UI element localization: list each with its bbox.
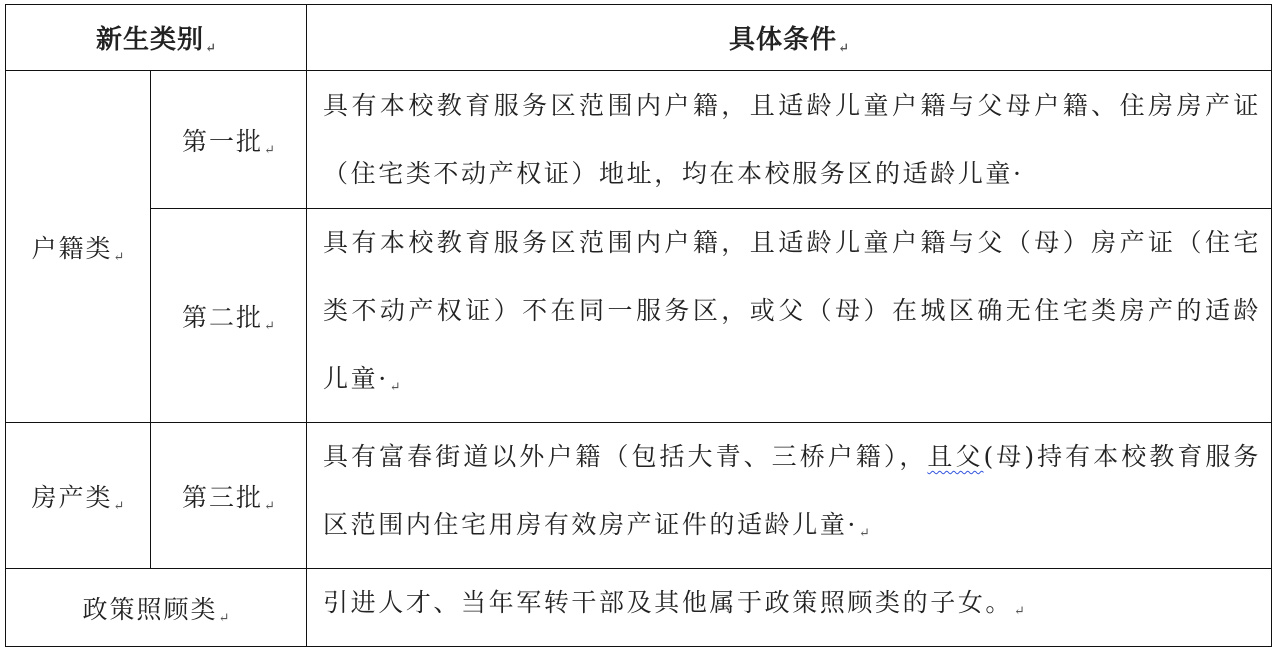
paragraph-mark-icon: ↵ [264,498,275,514]
header-category: 新生类别↵ [6,5,307,71]
paragraph-mark-icon: ↵ [113,249,125,265]
header-conditions: 具体条件↵ [307,5,1272,71]
paragraph-mark-icon: ↵ [838,41,849,56]
table-row [6,209,1272,423]
paragraph-mark-icon: ↵ [264,318,275,334]
group-cell-policy: 政策照顾类↵ [6,569,307,647]
paragraph-mark-icon: ↵ [264,142,275,158]
header-row [6,5,1272,71]
condition-cell-3: 具有富春街道以外户籍（包括大青、三桥户籍），且父(母)持有本校教育服务区范围内住宅用房有效房产证件的适龄儿童·↵ [307,423,1272,569]
condition-cell-2: 具有本校教育服务区范围内户籍，且适龄儿童户籍与父（母）房产证（住宅类不动产权证）不在同一服务区，或父（母）在城区确无住宅类房产的适龄儿童·↵ [307,209,1272,423]
admission-criteria-table [5,4,1272,647]
group-cell-huji: 户籍类↵ [6,71,151,423]
batch-cell-1: 第一批↵ [151,71,307,209]
condition-cell-4: 引进人才、当年军转干部及其他属于政策照顾类的子女。↵ [307,569,1272,647]
table-row [6,71,1272,209]
paragraph-mark-icon: ↵ [205,41,216,56]
batch-cell-3: 第三批↵ [151,423,307,569]
table-row [6,423,1272,569]
table-row [6,569,1272,647]
batch-cell-2: 第二批↵ [151,209,307,423]
paragraph-mark-icon: ↵ [218,610,230,626]
paragraph-mark-icon: ↵ [858,526,870,541]
condition-cell-1: 具有本校教育服务区范围内户籍，且适龄儿童户籍与父母户籍、住房房产证（住宅类不动产权证）地址，均在本校服务区的适龄儿童· [307,71,1272,209]
paragraph-mark-icon: ↵ [113,498,125,514]
paragraph-mark-icon: ↵ [389,380,401,395]
group-cell-fangchan: 房产类↵ [6,423,151,569]
spellcheck-underline: 且父 [927,442,984,471]
paragraph-mark-icon: ↵ [1014,604,1025,619]
